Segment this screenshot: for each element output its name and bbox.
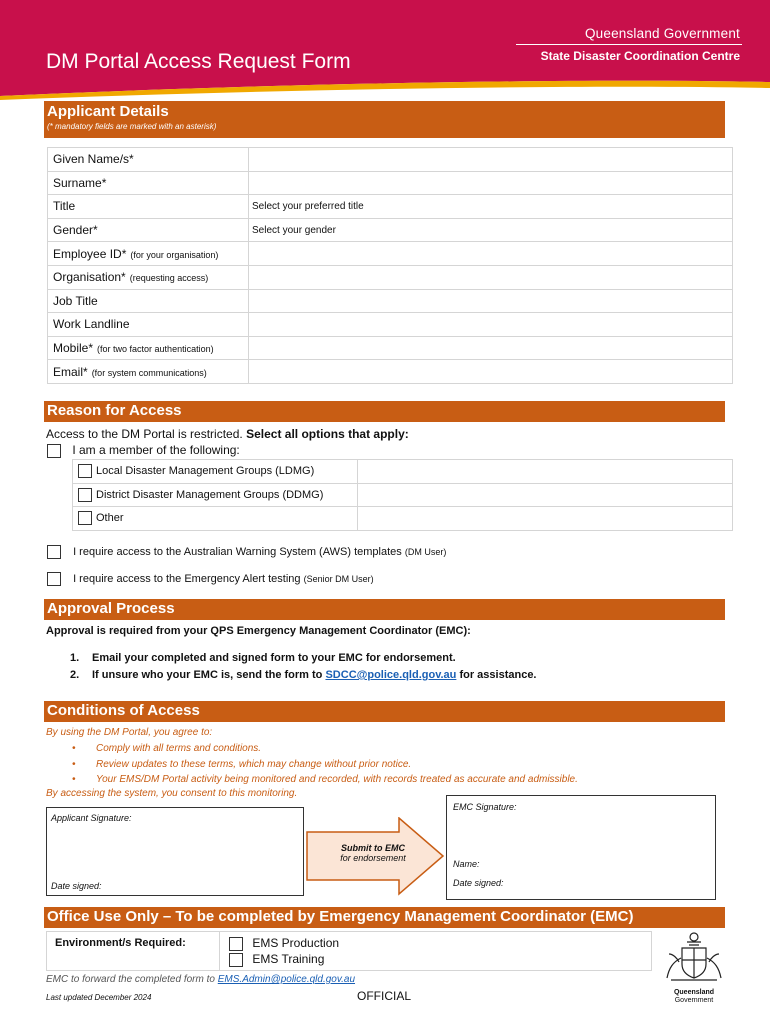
step-1-text: Email your completed and signed form to your EMC for endorsement. — [92, 652, 456, 664]
consent-text: By accessing the system, you consent to this monitoring. — [46, 788, 298, 799]
group-detail-field[interactable] — [358, 460, 733, 484]
step-2-tail: for assistance. — [459, 669, 537, 681]
intro-text: Access to the DM Portal is restricted. — [46, 427, 243, 441]
aws-label: I require access to the Australian Warning System (AWS) templates — [73, 545, 402, 558]
conditions-list — [72, 741, 578, 788]
group-detail-field[interactable] — [358, 483, 733, 507]
applicant-signature-label: Applicant Signature: — [51, 813, 132, 823]
ems-training-option[interactable] — [229, 952, 324, 967]
emc-date-signed-label: Date signed: — [453, 878, 504, 888]
section-title: Applicant Details — [47, 103, 169, 120]
label-text: Given Name/s* — [53, 152, 134, 167]
member-label: I am a member of the following: — [72, 443, 240, 457]
forward-text: EMC to forward the completed form to — [46, 974, 215, 985]
section-title: Approval Process — [47, 600, 175, 617]
conditions-section-header — [44, 701, 725, 722]
intro-bold-text: Select all options that apply: — [246, 427, 409, 441]
label-text: Mobile* — [53, 341, 94, 356]
group-checkbox[interactable] — [78, 511, 92, 525]
approval-section-header — [44, 599, 725, 620]
ems-training-label: EMS Training — [252, 952, 325, 966]
conditions-intro: By using the DM Portal, you agree to: — [46, 727, 213, 738]
field-label — [48, 336, 249, 360]
table-row — [73, 460, 733, 484]
groups-table — [72, 459, 733, 531]
label-hint: (for two factor authentication) — [97, 344, 214, 355]
aws-checkbox[interactable] — [47, 545, 61, 559]
alert-checkbox[interactable] — [47, 572, 61, 586]
field-label — [48, 265, 249, 289]
ems-production-checkbox[interactable] — [229, 937, 243, 951]
table-row — [73, 507, 733, 531]
label-hint: (requesting access) — [129, 273, 209, 284]
label-text: Work Landline — [53, 317, 130, 332]
label-text: Email* — [53, 364, 88, 379]
field-label — [48, 242, 249, 266]
centre-name: State Disaster Coordination Centre — [540, 49, 740, 63]
emc-signature-box[interactable] — [446, 795, 716, 900]
forward-note — [46, 974, 355, 985]
group-checkbox[interactable] — [78, 464, 92, 478]
last-updated: Last updated December 2024 — [46, 993, 152, 1002]
ems-production-label: EMS Production — [252, 936, 340, 950]
group-option[interactable] — [73, 460, 358, 484]
group-option[interactable] — [73, 483, 358, 507]
date-signed-label: Date signed: — [51, 881, 102, 891]
field-input[interactable] — [249, 265, 733, 289]
ems-training-checkbox[interactable] — [229, 953, 243, 967]
group-detail-field[interactable] — [358, 507, 733, 531]
field-input[interactable]: Select your gender — [249, 218, 733, 242]
member-option[interactable] — [47, 443, 240, 458]
list-item: • Your EMS/DM Portal activity being monitored and recorded, with records treated as accurate and admissible. — [72, 774, 578, 785]
approval-step-2: 2. If unsure who your EMC is, send the form to SDCC@police.qld.gov.au for assistance. — [70, 669, 537, 681]
submit-label — [318, 843, 428, 863]
table-row — [48, 218, 733, 242]
alert-label: I require access to the Emergency Alert testing — [73, 572, 301, 585]
section-title: Reason for Access — [47, 402, 182, 419]
reason-intro — [46, 427, 409, 441]
member-checkbox[interactable] — [47, 444, 61, 458]
field-input[interactable] — [249, 336, 733, 360]
mandatory-note: (* mandatory fields are marked with an asterisk) — [47, 122, 217, 131]
label-text: Job Title — [53, 293, 98, 308]
field-input[interactable] — [249, 360, 733, 384]
field-input[interactable] — [249, 242, 733, 266]
aws-option[interactable] — [47, 545, 446, 559]
field-input[interactable] — [249, 289, 733, 313]
field-label — [48, 195, 249, 219]
field-input[interactable] — [249, 313, 733, 337]
group-label: District Disaster Management Groups (DDMG) — [96, 488, 324, 501]
submit-bold-text: Submit to EMC — [341, 843, 405, 853]
emc-signature-label: EMC Signature: — [453, 802, 517, 812]
aws-hint: (DM User) — [404, 546, 447, 557]
label-text: Title — [53, 199, 76, 214]
ems-production-option[interactable] — [229, 936, 339, 951]
table-row — [48, 336, 733, 360]
field-label — [48, 289, 249, 313]
field-label — [48, 313, 249, 337]
emc-name-label: Name: — [453, 859, 480, 869]
classification: OFFICIAL — [357, 989, 412, 1003]
coat-of-arms-icon — [663, 930, 725, 984]
government-name: Queensland Government — [584, 26, 740, 41]
section-title: Office Use Only – To be completed by Emergency Management Coordinator (EMC) — [47, 908, 634, 925]
label-text: Employee ID* — [53, 246, 127, 261]
field-label — [48, 360, 249, 384]
step-2-text: If unsure who your EMC is, send the form to — [92, 669, 323, 681]
group-option[interactable] — [73, 507, 358, 531]
group-checkbox[interactable] — [78, 488, 92, 502]
table-row — [73, 483, 733, 507]
group-label: Other — [96, 512, 124, 525]
group-label: Local Disaster Management Groups (LDMG) — [96, 465, 315, 478]
list-item: • Review updates to these terms, which may change without prior notice. — [72, 758, 412, 770]
table-row — [48, 171, 733, 195]
government-logo — [663, 930, 725, 1004]
label-hint: (for system communications) — [91, 367, 207, 378]
divider — [516, 44, 742, 45]
alert-hint: (Senior DM User) — [303, 573, 374, 584]
applicant-table — [47, 147, 733, 384]
table-row — [48, 242, 733, 266]
environment-label: Environment/s Required: — [55, 937, 186, 949]
approval-step-1: 1. Email your completed and signed form to your EMC for endorsement. — [70, 652, 456, 664]
field-label — [48, 171, 249, 195]
label-text: Organisation* — [53, 270, 126, 285]
field-input[interactable]: Select your preferred title — [249, 195, 733, 219]
submit-sub-text: for endorsement — [340, 853, 406, 863]
field-label — [48, 218, 249, 242]
sdcc-email-link[interactable]: SDCC@police.qld.gov.au — [325, 669, 457, 681]
label-text: Gender* — [53, 223, 98, 238]
field-input[interactable] — [249, 148, 733, 172]
applicant-section-header — [44, 101, 725, 138]
section-title: Conditions of Access — [47, 702, 200, 719]
field-input[interactable] — [249, 171, 733, 195]
page-title: DM Portal Access Request Form — [46, 50, 351, 73]
table-row — [48, 289, 733, 313]
table-row — [48, 360, 733, 384]
table-row — [48, 265, 733, 289]
label-hint: (for your organisation) — [130, 249, 219, 260]
approval-intro: Approval is required from your QPS Emergency Management Coordinator (EMC): — [46, 625, 471, 637]
label-text: Surname* — [53, 175, 107, 190]
ems-admin-email-link[interactable]: EMS.Admin@police.qld.gov.au — [217, 974, 356, 985]
alert-option[interactable] — [47, 572, 374, 586]
office-section-header — [44, 907, 725, 928]
table-row — [48, 195, 733, 219]
applicant-signature-box[interactable] — [46, 807, 304, 896]
list-item: • Comply with all terms and conditions. — [72, 743, 262, 754]
reason-section-header — [44, 401, 725, 422]
table-row — [48, 148, 733, 172]
logo-text: Queensland Government — [673, 989, 715, 1004]
page-header — [0, 0, 770, 100]
office-use-box — [46, 931, 652, 971]
field-label — [48, 148, 249, 172]
table-row — [48, 313, 733, 337]
divider — [219, 932, 220, 970]
